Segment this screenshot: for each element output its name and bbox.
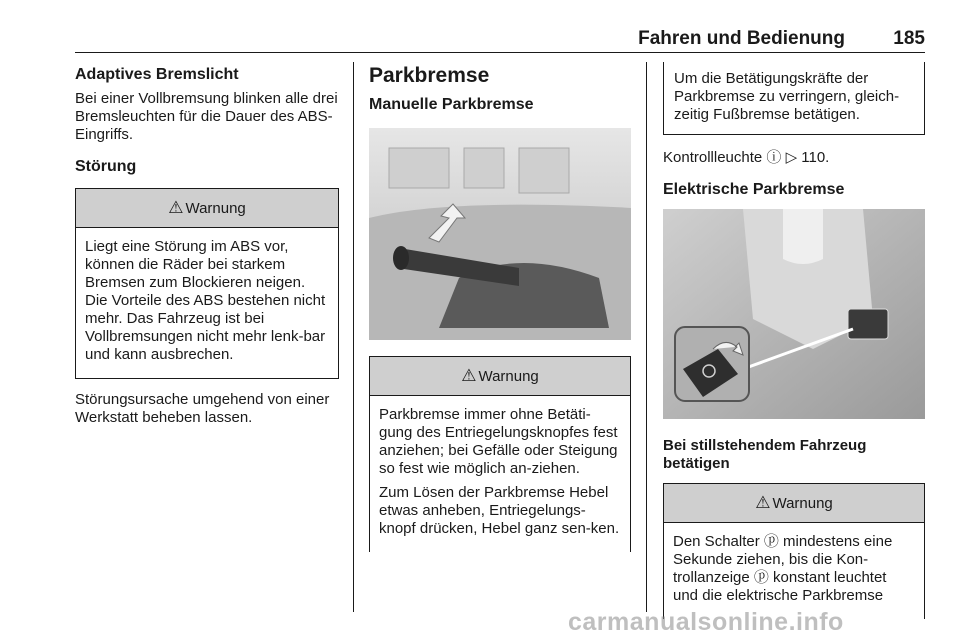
warning-header xyxy=(370,356,630,395)
after-warning-text: Störungsursache umgehend von einer Werkstatt beheben lassen. xyxy=(75,391,330,426)
warning-text: Den Schalter ⓟ mindestens eine Sekunde ziehen, bis die Kon-trollanzeige ⓟ konstant leuchtet und die elektrische Parkbremse xyxy=(673,533,893,604)
warning-box xyxy=(75,188,339,379)
warning-triangle-icon: ⚠ xyxy=(461,366,477,385)
stationary-title: Bei stillstehendem Fahrzeug betätigen xyxy=(663,437,867,472)
warning-body xyxy=(76,227,338,378)
page-header xyxy=(75,28,925,53)
warning-text: Liegt eine Störung im ABS vor, können die Räder bei starkem Bremsen zum Blockieren neigen. Die Vorteile des ABS bestehen nicht mehr. Das Fahrzeug ist bei Vollbremsungen nicht mehr lenk-bar und kann ausbrechen. xyxy=(85,238,326,363)
fault-title: Störung xyxy=(75,158,137,175)
manual-brake-subtitle: Manuelle Parkbremse xyxy=(369,96,534,113)
electric-brake-title: Elektrische Parkbremse xyxy=(663,181,845,198)
warning-text-2: Zum Lösen der Parkbremse Hebel etwas anheben, Entriegelungs-knopf drücken, Hebel ganz sen-ken. xyxy=(379,484,620,537)
warning-body xyxy=(664,522,924,619)
warning-label: Warnung xyxy=(772,494,833,512)
warning-header xyxy=(664,483,924,522)
handbrake-lever-image xyxy=(369,128,631,340)
warning-header xyxy=(76,188,338,227)
warning-label: Warnung xyxy=(478,367,539,385)
column-middle xyxy=(369,62,631,552)
page-number: 185 xyxy=(893,28,925,49)
electric-brake-switch-image xyxy=(663,209,925,419)
section-title: Adaptives Bremslicht xyxy=(75,66,239,83)
warning-label: Warnung xyxy=(185,199,246,217)
warning-triangle-icon: ⚠ xyxy=(168,198,184,217)
parking-brake-title: Parkbremse xyxy=(369,64,490,87)
warning-box xyxy=(663,483,925,619)
section-text: Bei einer Vollbremsung blinken alle drei Bremsleuchten für die Dauer des ABS-Eingriffs. xyxy=(75,90,338,143)
watermark: carmanualsonline.info xyxy=(568,608,844,636)
column-divider xyxy=(353,62,354,612)
indicator-reference: Kontrollleuchte ⓘ ▷ 110. xyxy=(663,149,830,166)
column-left xyxy=(75,62,339,437)
warning-triangle-icon: ⚠ xyxy=(755,493,771,512)
column-divider xyxy=(646,62,647,612)
column-right xyxy=(663,62,925,619)
warning-text-1: Parkbremse immer ohne Betäti-gung des Entriegelungsknopfes fest anziehen; bei Gefälle oder Steigung so fest wie möglich an-ziehen. xyxy=(379,406,618,477)
warning-body xyxy=(370,395,630,552)
note-box xyxy=(663,62,925,135)
chapter-title: Fahren und Bedienung xyxy=(638,28,845,49)
note-text: Um die Betätigungskräfte der Parkbremse zu verringern, gleich-zeitig Fußbremse betätigen. xyxy=(674,70,900,123)
warning-box xyxy=(369,356,631,552)
